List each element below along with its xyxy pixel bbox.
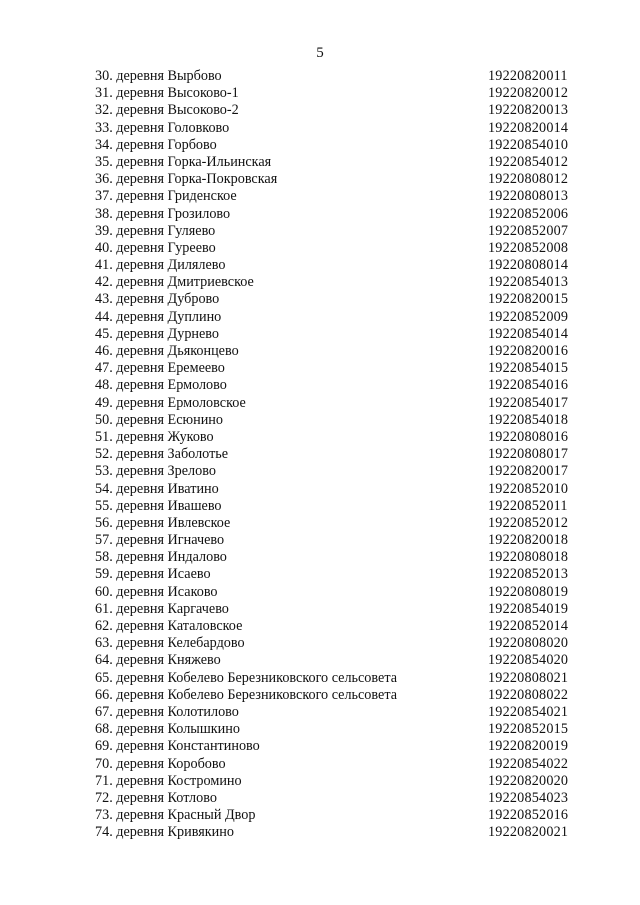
settlement-code: 19220854014 bbox=[488, 325, 569, 342]
list-item bbox=[95, 584, 575, 601]
settlement-name: 45. деревня Дурнево bbox=[95, 325, 220, 342]
list-item bbox=[95, 446, 575, 463]
settlement-code: 19220854010 bbox=[488, 136, 569, 153]
settlement-name: 40. деревня Гуреево bbox=[95, 239, 216, 256]
list-item bbox=[95, 429, 575, 446]
list-item bbox=[95, 171, 575, 188]
settlement-code: 19220854023 bbox=[488, 789, 569, 806]
list-item bbox=[95, 395, 575, 412]
settlement-name: 65. деревня Кобелево Березниковского сельсовета bbox=[95, 669, 397, 686]
settlement-code: 19220854022 bbox=[488, 755, 569, 772]
settlement-name: 58. деревня Индалово bbox=[95, 549, 227, 566]
settlement-name: 60. деревня Исаково bbox=[95, 583, 218, 600]
list-item bbox=[95, 498, 575, 515]
list-item bbox=[95, 85, 575, 102]
page-number: 5 bbox=[316, 45, 324, 61]
list-item bbox=[95, 343, 575, 360]
settlement-name: 63. деревня Келебардово bbox=[95, 635, 245, 652]
settlement-code: 19220852016 bbox=[488, 807, 569, 824]
list-item bbox=[95, 223, 575, 240]
settlement-name: 53. деревня Зрелово bbox=[95, 463, 216, 480]
settlement-code: 19220852014 bbox=[488, 618, 569, 634]
settlement-code: 19220820011 bbox=[488, 68, 568, 84]
settlement-code: 19220852012 bbox=[488, 514, 569, 531]
settlement-code: 19220808022 bbox=[488, 686, 569, 703]
list-item bbox=[95, 120, 575, 137]
settlement-name: 64. деревня Княжево bbox=[95, 652, 221, 669]
list-item bbox=[95, 309, 575, 326]
settlement-code: 19220808013 bbox=[488, 188, 569, 205]
settlement-name: 49. деревня Ермоловское bbox=[95, 394, 246, 411]
settlement-code: 19220820012 bbox=[488, 85, 569, 102]
settlement-name: 71. деревня Костромино bbox=[95, 772, 242, 789]
list-item bbox=[95, 670, 575, 687]
settlement-code: 19220854020 bbox=[488, 652, 569, 669]
settlement-code: 19220854015 bbox=[488, 360, 569, 377]
settlement-name: 67. деревня Колотилово bbox=[95, 703, 239, 720]
settlement-name: 62. деревня Каталовское bbox=[95, 618, 243, 634]
list-item bbox=[95, 154, 575, 171]
settlement-name: 33. деревня Головково bbox=[95, 119, 230, 136]
list-item bbox=[95, 807, 575, 824]
settlement-code: 19220808017 bbox=[488, 446, 569, 463]
list-item bbox=[95, 515, 575, 532]
settlement-code: 19220854013 bbox=[488, 274, 569, 291]
settlement-code: 19220852015 bbox=[488, 721, 569, 738]
list-item bbox=[95, 618, 575, 635]
settlement-code: 19220820015 bbox=[488, 291, 569, 308]
list-item bbox=[95, 790, 575, 807]
settlement-name: 54. деревня Иватино bbox=[95, 480, 219, 497]
list-item bbox=[95, 721, 575, 738]
list-item bbox=[95, 824, 575, 841]
list-item bbox=[95, 206, 575, 223]
list-item bbox=[95, 240, 575, 257]
settlement-name: 68. деревня Колышкино bbox=[95, 721, 240, 738]
list-item bbox=[95, 377, 575, 394]
settlement-name: 47. деревня Еремеево bbox=[95, 360, 225, 377]
settlement-name: 35. деревня Горка-Ильинская bbox=[95, 153, 272, 170]
settlement-code: 19220852007 bbox=[488, 222, 569, 239]
settlement-code: 19220854012 bbox=[488, 153, 569, 170]
settlement-code: 19220808016 bbox=[488, 428, 569, 445]
settlement-name: 38. деревня Грозилово bbox=[95, 205, 231, 222]
settlement-name: 57. деревня Игначево bbox=[95, 532, 225, 549]
list-item bbox=[95, 601, 575, 618]
settlement-name: 55. деревня Ивашево bbox=[95, 497, 222, 514]
list-item bbox=[95, 463, 575, 480]
settlement-name: 37. деревня Гриденское bbox=[95, 188, 237, 205]
settlement-code: 19220808014 bbox=[488, 257, 569, 274]
settlement-name: 36. деревня Горка-Покровская bbox=[95, 171, 278, 188]
list-item bbox=[95, 635, 575, 652]
settlement-code: 19220852010 bbox=[488, 480, 569, 497]
list-item bbox=[95, 291, 575, 308]
list-item bbox=[95, 756, 575, 773]
settlement-code: 19220852011 bbox=[488, 497, 568, 514]
settlement-name: 48. деревня Ермолово bbox=[95, 377, 227, 394]
settlement-code: 19220852009 bbox=[488, 308, 569, 325]
settlement-code: 19220808019 bbox=[488, 583, 569, 600]
settlement-code: 19220808018 bbox=[488, 549, 569, 566]
list-item bbox=[95, 68, 575, 85]
settlement-name: 46. деревня Дьяконцево bbox=[95, 343, 239, 359]
settlement-code: 19220854019 bbox=[488, 600, 569, 617]
settlement-code: 19220820013 bbox=[488, 102, 569, 119]
settlement-name: 34. деревня Горбово bbox=[95, 136, 217, 153]
list-item bbox=[95, 137, 575, 154]
settlement-name: 31. деревня Высоково-1 bbox=[95, 85, 239, 102]
settlement-name: 59. деревня Исаево bbox=[95, 566, 211, 583]
list-item bbox=[95, 704, 575, 721]
settlement-code: 19220820020 bbox=[488, 772, 569, 789]
settlement-name: 30. деревня Вырбово bbox=[95, 68, 222, 84]
list-item bbox=[95, 738, 575, 755]
settlement-code: 19220820017 bbox=[488, 463, 569, 480]
settlement-name: 43. деревня Дуброво bbox=[95, 291, 220, 308]
settlement-name: 51. деревня Жуково bbox=[95, 428, 214, 445]
settlement-code: 19220808021 bbox=[488, 669, 569, 686]
settlement-name: 74. деревня Кривякино bbox=[95, 824, 234, 841]
settlement-name: 42. деревня Дмитриевское bbox=[95, 274, 254, 291]
list-item bbox=[95, 326, 575, 343]
list-item bbox=[95, 566, 575, 583]
list-item bbox=[95, 773, 575, 790]
settlement-code: 19220854017 bbox=[488, 394, 569, 411]
settlement-name: 61. деревня Каргачево bbox=[95, 600, 229, 617]
settlement-code: 19220820018 bbox=[488, 532, 569, 549]
settlement-code: 19220808012 bbox=[488, 171, 569, 188]
settlement-name: 32. деревня Высоково-2 bbox=[95, 102, 239, 119]
settlement-name: 44. деревня Дуплино bbox=[95, 308, 222, 325]
settlement-code: 19220852013 bbox=[488, 566, 569, 583]
list-item bbox=[95, 412, 575, 429]
settlement-code: 19220820021 bbox=[488, 824, 569, 841]
settlement-name: 72. деревня Котлово bbox=[95, 789, 217, 806]
list-item bbox=[95, 102, 575, 119]
list-item bbox=[95, 652, 575, 669]
list-item bbox=[95, 481, 575, 498]
list-item bbox=[95, 257, 575, 274]
settlement-name: 56. деревня Ивлевское bbox=[95, 514, 231, 531]
settlement-code: 19220854018 bbox=[488, 411, 569, 428]
list-item bbox=[95, 532, 575, 549]
settlement-name: 70. деревня Коробово bbox=[95, 755, 226, 772]
settlement-code: 19220808020 bbox=[488, 635, 569, 652]
settlement-name: 66. деревня Кобелево Березниковского сельсовета bbox=[95, 686, 397, 703]
settlement-code: 19220820019 bbox=[488, 738, 569, 755]
settlement-name: 41. деревня Дилялево bbox=[95, 257, 226, 274]
settlement-list bbox=[95, 68, 575, 841]
settlement-name: 52. деревня Заболотье bbox=[95, 446, 229, 463]
list-item bbox=[95, 274, 575, 291]
settlement-code: 19220854021 bbox=[488, 703, 569, 720]
settlement-code: 19220820016 bbox=[488, 343, 569, 359]
list-item bbox=[95, 687, 575, 704]
settlement-code: 19220852006 bbox=[488, 205, 569, 222]
list-item bbox=[95, 360, 575, 377]
settlement-name: 69. деревня Константиново bbox=[95, 738, 260, 755]
list-item bbox=[95, 549, 575, 566]
settlement-name: 73. деревня Красный Двор bbox=[95, 807, 256, 824]
settlement-name: 39. деревня Гуляево bbox=[95, 222, 216, 239]
settlement-code: 19220854016 bbox=[488, 377, 569, 394]
list-item bbox=[95, 188, 575, 205]
settlement-code: 19220820014 bbox=[488, 119, 569, 136]
settlement-name: 50. деревня Есюнино bbox=[95, 411, 223, 428]
settlement-code: 19220852008 bbox=[488, 239, 569, 256]
